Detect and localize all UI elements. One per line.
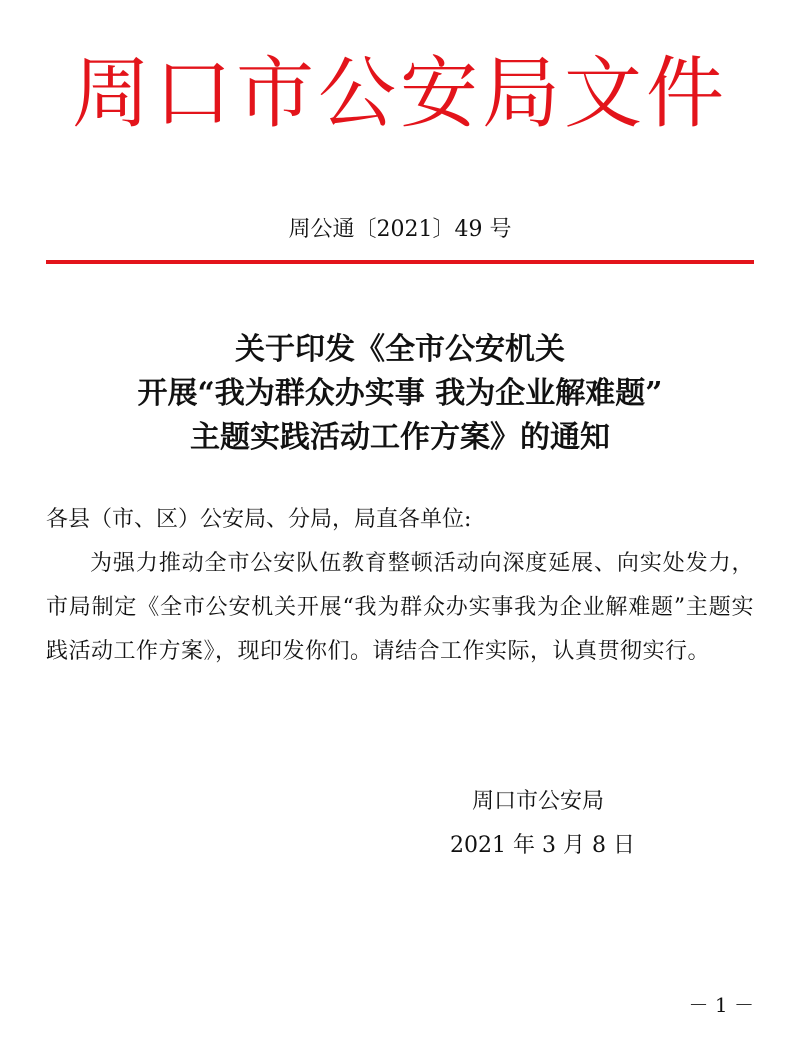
- signature-block: [450, 780, 690, 868]
- document-body: [46, 498, 754, 674]
- document-number: 周公通〔2021〕49 号: [288, 217, 512, 242]
- document-title: [0, 328, 800, 460]
- title-line-1: 关于印发《全市公安机关: [235, 332, 565, 367]
- document-masthead: 周口市公安局文件: [71, 49, 728, 139]
- salutation: 各县（市、区）公安局、分局，局直各单位:: [46, 507, 472, 532]
- issuing-organization: 周口市公安局: [472, 789, 605, 814]
- page-number: － 1 －: [688, 993, 754, 1017]
- red-divider-line: [46, 260, 754, 264]
- body-paragraph: 为强力推动全市公安队伍教育整顿活动向深度延展、向实处发力，市局制定《全市公安机关开展“我为群众办实事我为企业解难题”主题实践活动工作方案》，现印发你们。请结合工作实际，认真贯彻实行。: [46, 551, 754, 664]
- title-line-2: 开展“我为群众办实事 我为企业解难题”: [137, 376, 663, 411]
- issue-date: 2021 年 3 月 8 日: [450, 833, 635, 858]
- title-line-3: 主题实践活动工作方案》的通知: [190, 420, 610, 455]
